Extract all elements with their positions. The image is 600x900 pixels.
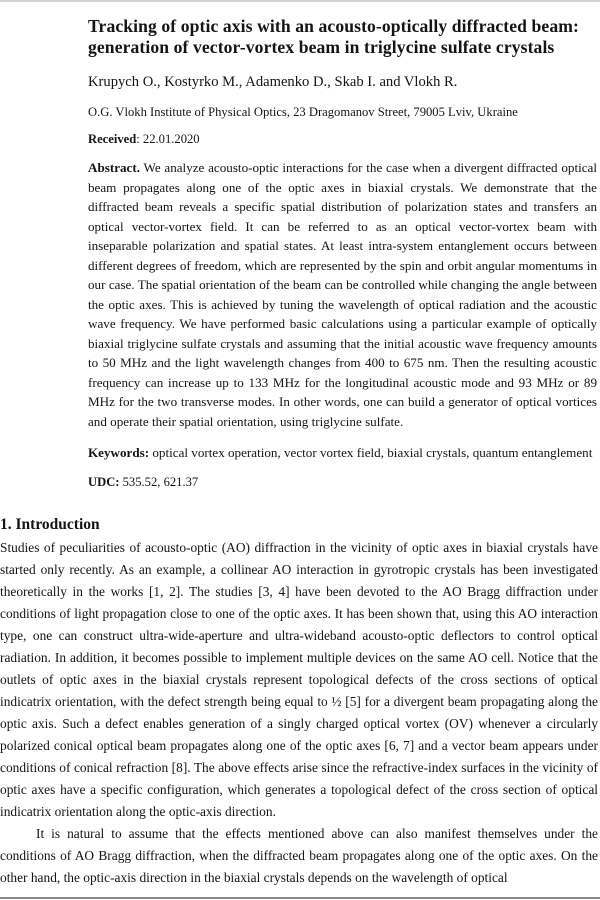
- page-top-border: [0, 0, 600, 2]
- keywords-text: optical vortex operation, vector vortex field, biaxial crystals, quantum entanglement: [149, 445, 593, 460]
- received-date: [88, 131, 597, 147]
- abstract-text: We analyze acousto-optic interactions for the case when a divergent diffracted optical beam propagates along one of the optic axes in biaxial crystals. We demonstrate that the diffracted beam reveals a specific spatial distribution of polarization states and transfers an optical vector-vortex field. It can be referred to as an optical vector-vortex beam with inseparable polarization and spatial states. At least intra-system entanglement occurs between different degrees of freedom, which are represented by the spin and orbit angular momentums in our case. The spatial orientation of the beam can be controlled while changing the angle between the optic axes. This is achieved by tuning the wavelength of optical radiation and the acoustic wave frequency. We have performed basic calculations using a particular example of optically biaxial triglycine sulfate crystals and assuming that the initial acoustic wave frequency amounts to 50 MHz and the light wavelength changes from 400 to 675 nm. Then the resulting acoustic frequency can increase up to 133 MHz for the longitudinal acoustic mode and 93 MHz or 89 MHz for the two transverse modes. In other words, one can build a generator of optical vortices and operate their spatial orientation, using triglycine sulfate.: [88, 160, 597, 429]
- received-label: Received: [88, 132, 137, 146]
- received-value: : 22.01.2020: [136, 132, 200, 146]
- affiliation: O.G. Vlokh Institute of Physical Optics, 23 Dragomanov Street, 79005 Lviv, Ukraine: [88, 105, 518, 119]
- paper-title: Tracking of optic axis with an acousto-optically diffracted beam: generation of vector-vortex beam in triglycine sulfate crystals: [88, 16, 579, 57]
- keywords: [88, 443, 597, 463]
- abstract-label: Abstract.: [88, 160, 140, 175]
- page-bottom-border: [0, 897, 600, 899]
- abstract: [88, 158, 597, 431]
- section-introduction: [0, 515, 598, 889]
- body-paragraph: Studies of peculiarities of acousto-optic (AO) diffraction in the vicinity of optic axes in biaxial crystals have started only recently. As an example, a collinear AO interaction in gyrotropic crystals has been investigated theoretically in the works [1, 2]. The studies [3, 4] have been devoted to the AO Bragg diffraction under conditions of light propagation close to one of the optic axes. It has been shown that, using this AO interaction type, one can construct ultra-wide-aperture and ultra-wideband acousto-optic deflectors to control optical radiation. In addition, it becomes possible to implement multiple devices on the same AO cell. Notice that the outlets of optic axes in the biaxial crystals represent topological defects of the cross sections of optical indicatrix orientation, with the defect strength being equal to ½ [5] for a divergent beam propagating along the optic axis. Such a defect enables generation of a singly charged optical vortex (OV) whenever a circularly polarized conical optical beam propagates along one of the optic axes [6, 7] and a vector beam appears under conditions of conical refraction [8]. The above effects arise since the refractive-index surfaces in the vicinity of optic axes have a specific configuration, which generates a topological defect of the cross section of optical indicatrix orientation along the optic-axis direction.: [0, 540, 598, 819]
- author-list: Krupych O., Kostyrko M., Adamenko D., Skab I. and Vlokh R.: [88, 74, 458, 90]
- udc-label: UDC:: [88, 474, 120, 489]
- keywords-label: Keywords:: [88, 445, 150, 460]
- front-matter: [88, 16, 597, 490]
- body-paragraph: It is natural to assume that the effects mentioned above can also manifest themselves under the conditions of AO Bragg diffraction, when the diffracted beam propagates along one of the optic axes. On the other hand, the optic-axis direction in the biaxial crystals depends on the wavelength of optical: [0, 826, 598, 885]
- section-heading: 1. Introduction: [0, 516, 100, 533]
- udc-value: 535.52, 621.37: [119, 474, 199, 489]
- udc-code: [88, 474, 597, 490]
